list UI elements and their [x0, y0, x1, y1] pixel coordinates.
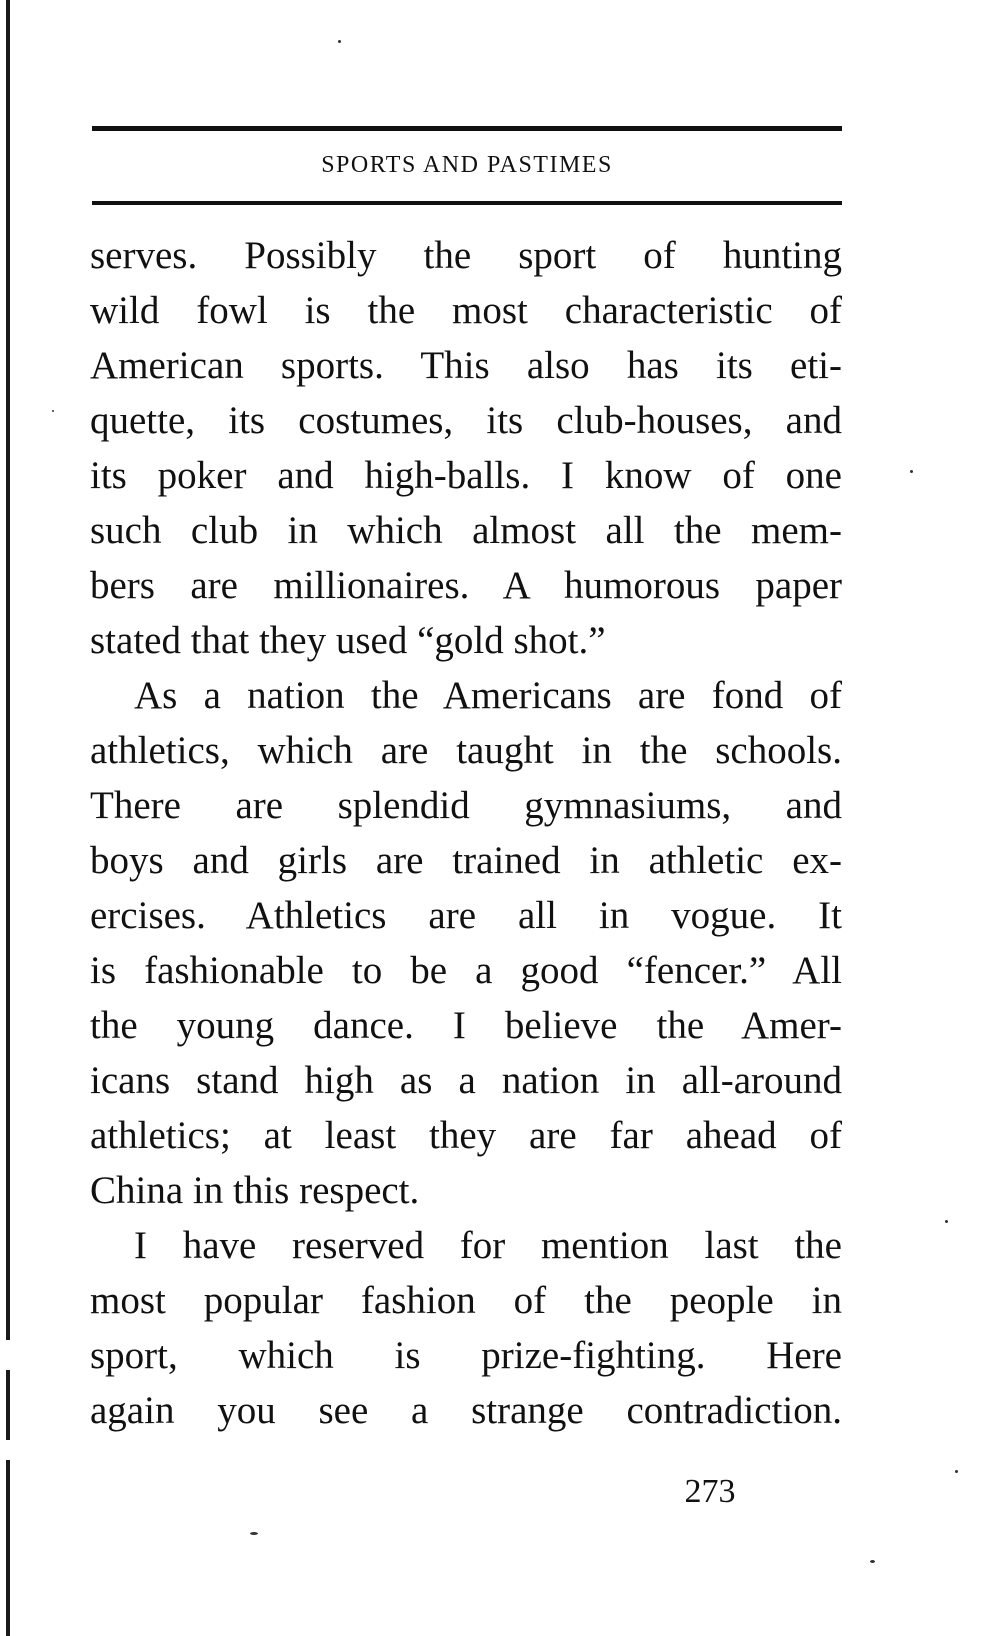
- text-line: bers are millionaires. A humorous paper: [90, 564, 842, 607]
- text-line: boys and girls are trained in athletic ex-: [90, 839, 842, 882]
- paper-speck: [910, 470, 913, 473]
- text-line: There are splendid gymnasiums, and: [90, 784, 842, 827]
- paper-speck: [338, 40, 341, 43]
- text-line: China in this respect.: [90, 1169, 420, 1212]
- text-line: stated that they used “gold shot.”: [90, 619, 606, 662]
- paper-speck: [250, 1532, 258, 1535]
- paper-speck: [52, 410, 54, 412]
- text-line: athletics; at least they are far ahead of: [90, 1114, 842, 1157]
- text-line: American sports. This also has its eti-: [90, 344, 842, 387]
- paper-speck: [945, 1220, 948, 1223]
- text-line: the young dance. I believe the Amer-: [90, 1004, 842, 1047]
- binding-edge-shadow: [6, 0, 10, 1636]
- paper-speck: [870, 1560, 875, 1563]
- page-number: 273: [684, 1473, 736, 1510]
- text-line: ercises. Athletics are all in vogue. It: [90, 894, 842, 937]
- running-title: SPORTS AND PASTIMES: [321, 152, 613, 178]
- text-line: athletics, which are taught in the schools.: [90, 729, 842, 772]
- text-line: such club in which almost all the mem-: [90, 509, 842, 552]
- text-line: serves. Possibly the sport of hunting: [90, 234, 842, 277]
- text-line: As a nation the Americans are fond of: [134, 674, 842, 717]
- binding-edge-gap: [6, 1440, 10, 1460]
- text-line: again you see a strange contradiction.: [90, 1389, 842, 1432]
- header-rule-top: [92, 126, 842, 131]
- paper-speck: [955, 1470, 958, 1473]
- text-line: is fashionable to be a good “fencer.” All: [90, 949, 842, 992]
- text-line: quette, its costumes, its club-houses, and: [90, 399, 842, 442]
- text-line: its poker and high-balls. I know of one: [90, 454, 842, 497]
- binding-edge-gap: [6, 1340, 10, 1370]
- text-line: I have reserved for mention last the: [134, 1224, 842, 1267]
- text-line: icans stand high as a nation in all-around: [90, 1059, 842, 1102]
- header-rule-bottom: [92, 201, 842, 205]
- text-line: most popular fashion of the people in: [90, 1279, 842, 1322]
- page-body-text: [90, 228, 842, 1438]
- text-line: wild fowl is the most characteristic of: [90, 289, 842, 332]
- text-line: sport, which is prize-fighting. Here: [90, 1334, 842, 1377]
